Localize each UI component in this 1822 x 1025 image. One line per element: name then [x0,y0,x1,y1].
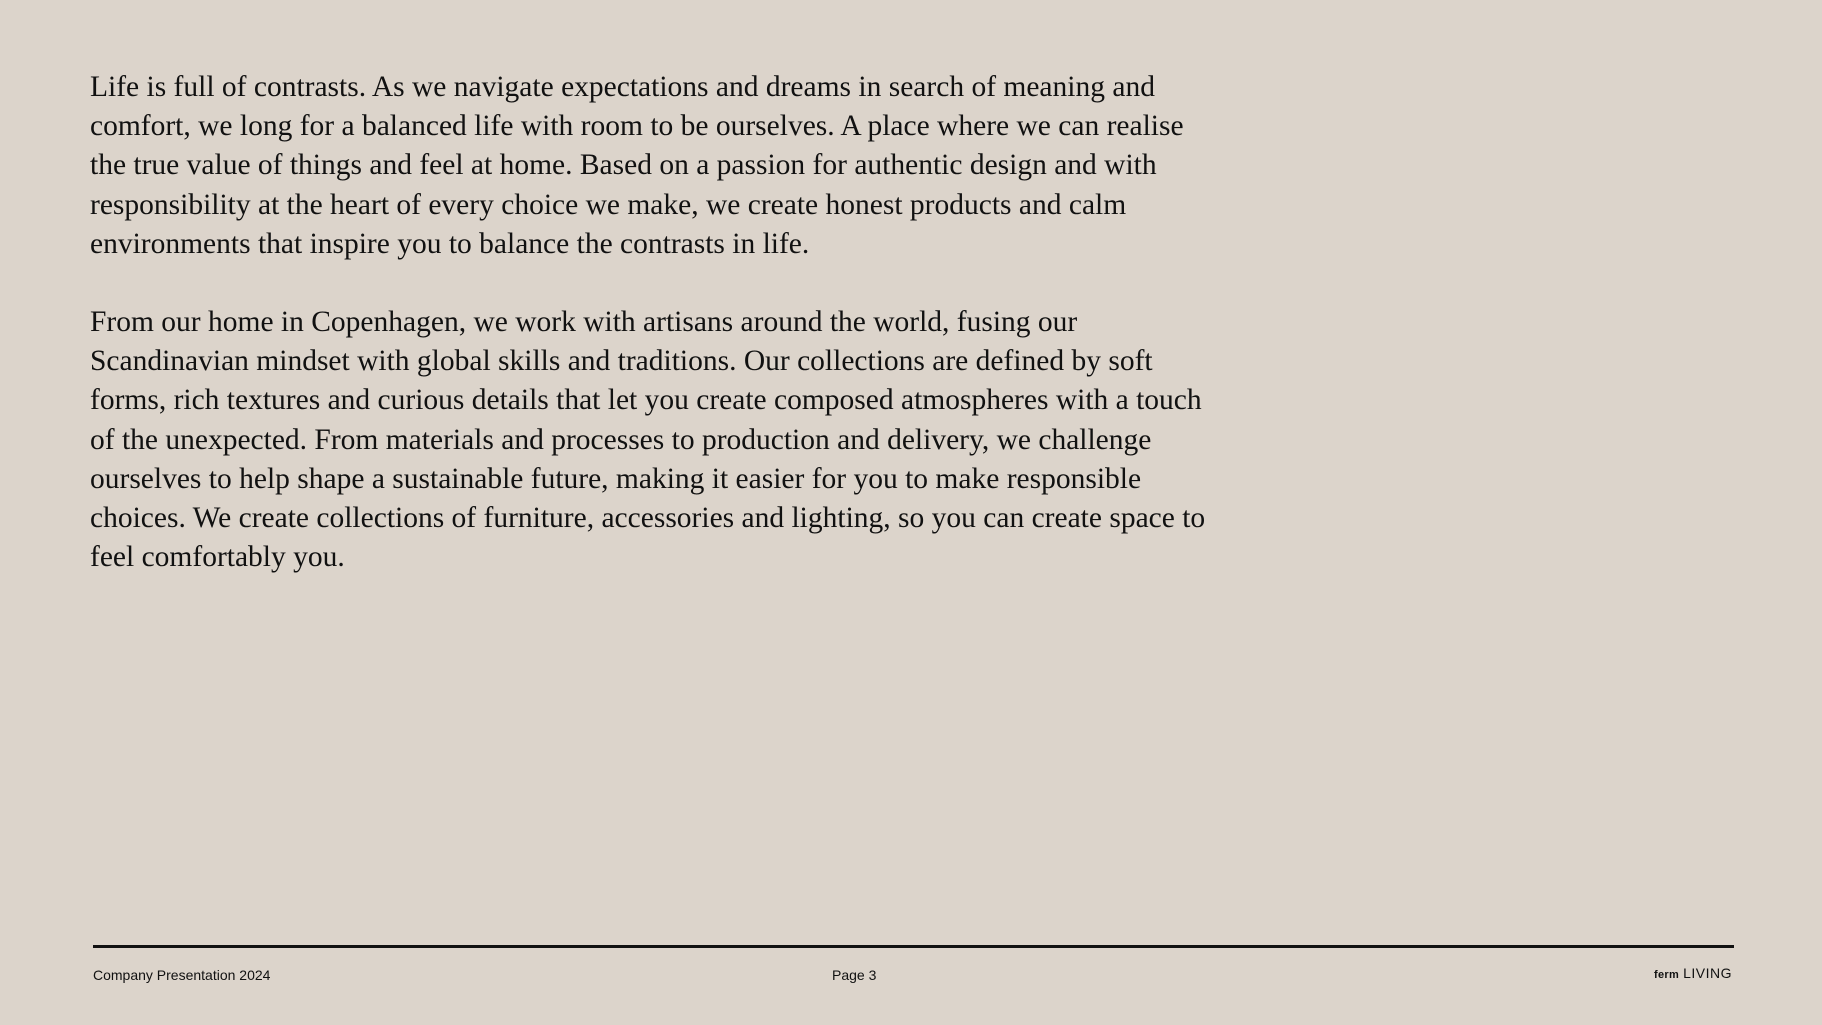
body-text [90,68,1220,616]
second-paragraph: From our home in Copenhagen, we work with artisans around the world, fusing our Scandinavian mindset with global skills and traditions. Our collections are defined by soft forms, rich textures and curious details that let you create composed atmospheres with a touch of the unexpected. From materials and processes to production and delivery, we challenge ourselves to help shape a sustainable future, making it easier for you to make responsible choices. We create collections of furniture, accessories and lighting, so you can create space to feel comfortably you. [90,306,1206,574]
brand-logo-prefix: ferm [1654,969,1680,981]
brand-logo-main: LIVING [1683,965,1732,981]
brand-logo [1654,965,1732,981]
page-number: Page 3 [832,967,877,983]
footer-divider [93,945,1734,948]
intro-paragraph: Life is full of contrasts. As we navigate expectations and dreams in search of meaning and comfort, we long for a balanced life with room to be ourselves. A place where we can realise the true value of things and feel at home. Based on a passion for authentic design and with responsibility at the heart of every choice we make, we create honest products and calm environments that inspire you to balance the contrasts in life. [90,71,1184,260]
footer-title: Company Presentation 2024 [93,967,271,983]
